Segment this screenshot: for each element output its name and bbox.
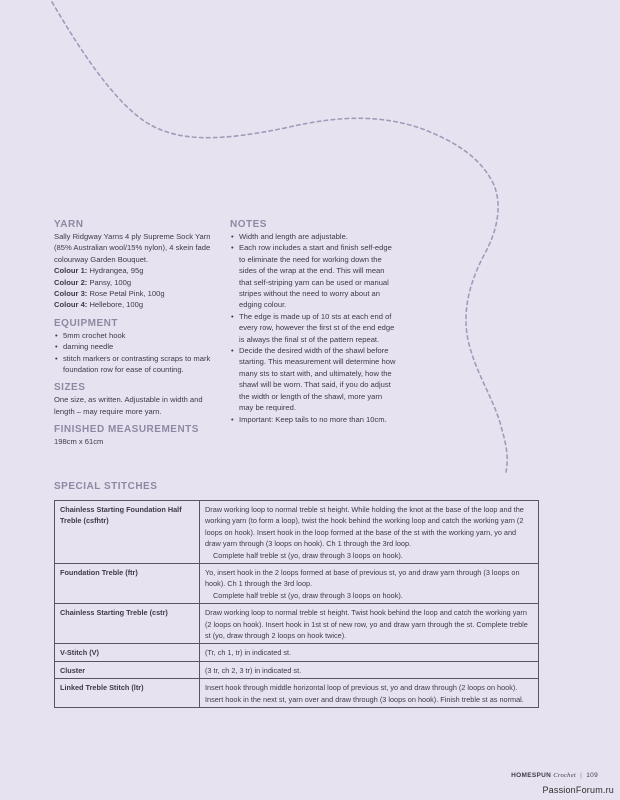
stitch-description: (Tr, ch 1, tr) in indicated st. [200,644,539,661]
table-row [55,501,539,564]
sizes-text: One size, as written. Adjustable in width and length – may require more yarn. [54,395,203,416]
colour-line-3: Colour 3: Rose Petal Pink, 100g [54,289,165,299]
page-number: 109 [586,772,598,779]
colour-line-2: Colour 2: Pansy, 100g [54,277,132,287]
stitch-term: Linked Treble Stitch (ltr) [55,679,200,708]
list-item: • Each row includes a start and finish self-edge to eliminate the need for working down the sides of the wrap at the end. This will mean that self-striping yarn can be used or manual stripes without the need to worry about an edging colour. [230,242,398,310]
notes-list [230,231,398,425]
table-row [55,661,539,678]
left-column [54,219,224,448]
footer-separator: | [580,772,583,779]
table-row [55,564,539,604]
stitch-term: Chainless Starting Foundation Half Treble (csfhtr) [55,501,200,564]
list-item: • 5mm crochet hook [54,330,224,341]
list-item: • Important: Keep tails to no more than 10cm. [230,414,398,425]
stitch-description: Yo, insert hook in the 2 loops formed at base of previous st, yo and draw yarn through (3 loops on hook). Ch 1 through the 3rd loop. Complete half treble st (yo, draw through 3 loops on hook). [200,564,539,604]
stitch-term: Foundation Treble (ftr) [55,564,200,604]
magazine-issue: Crochet [553,772,577,779]
table-row [55,679,539,708]
colour-line-1: Colour 1: Hydrangea, 95g [54,266,144,276]
page-footer [511,771,598,780]
stitch-term: Cluster [55,661,200,678]
list-item: • Width and length are adjustable. [230,231,398,242]
stitch-description: (3 tr, ch 2, 3 tr) in indicated st. [200,661,539,678]
notes-heading: NOTES [230,219,267,230]
finished-measurements-text: 198cm x 61cm [54,437,104,447]
finished-measurements-heading: FINISHED MEASUREMENTS [54,424,199,436]
colour-line-4: Colour 4: Hellebore, 100g [54,300,144,310]
equipment-list [54,330,224,376]
equipment-heading: EQUIPMENT [54,317,118,329]
special-stitches-table [54,500,539,708]
table-row [55,644,539,661]
list-item: • stitch markers or contrasting scraps to mark foundation row for ease of counting. [54,353,224,376]
list-item: • Decide the desired width of the shawl before starting. This measurement will determine how many sts to start with, and ultimately, how the shawl will be worn. That said, if you do adjust the width or length of the shawl, more yarn may be required. [230,345,398,413]
yarn-heading: YARN [54,219,84,230]
yarn-description: Sally Ridgway Yarns 4 ply Supreme Sock Yarn (85% Australian wool/15% nylon), 4 skein fade colourway Garden Bouquet. [54,232,211,264]
list-item: • darning needle [54,341,224,352]
stitch-description: Draw working loop to normal treble st height. While holding the knot at the base of the loop and the working yarn (to form a loop), twist the hook behind the working loop and catch the working yarn (2 loops on hook). Insert hook in the loop formed at the base of the st with the working yarn, yo and draw yarn through (3 loops on hook). Ch 1 through the 3rd loop. Complete half treble st (yo, draw through 3 loops on hook). [200,501,539,564]
stitch-description: Draw working loop to normal treble st height. Twist hook behind the loop and catch the working yarn (2 loops on hook). Insert hook in 1st st of new row, yo and draw yarn through the st. Complete treble st (yo, draw through 2 loops on hook twice). [200,604,539,644]
list-item: • The edge is made up of 10 sts at each end of every row, however the first st of the end edge is always the final st of the pattern repeat. [230,311,398,345]
watermark: PassionForum.ru [542,785,614,795]
stitch-description: Insert hook through middle horizontal loop of previous st, yo and draw through (2 loops on hook). Insert hook in the next st, yarn over and draw through (3 loops on hook). Finish treble st as normal. [200,679,539,708]
special-stitches-heading: SPECIAL STITCHES [54,481,158,492]
stitch-term: V-Stitch (V) [55,644,200,661]
notes-column [230,219,398,425]
stitch-term: Chainless Starting Treble (cstr) [55,604,200,644]
magazine-name: HOMESPUN [511,772,552,779]
sizes-heading: SIZES [54,382,86,394]
table-row [55,604,539,644]
